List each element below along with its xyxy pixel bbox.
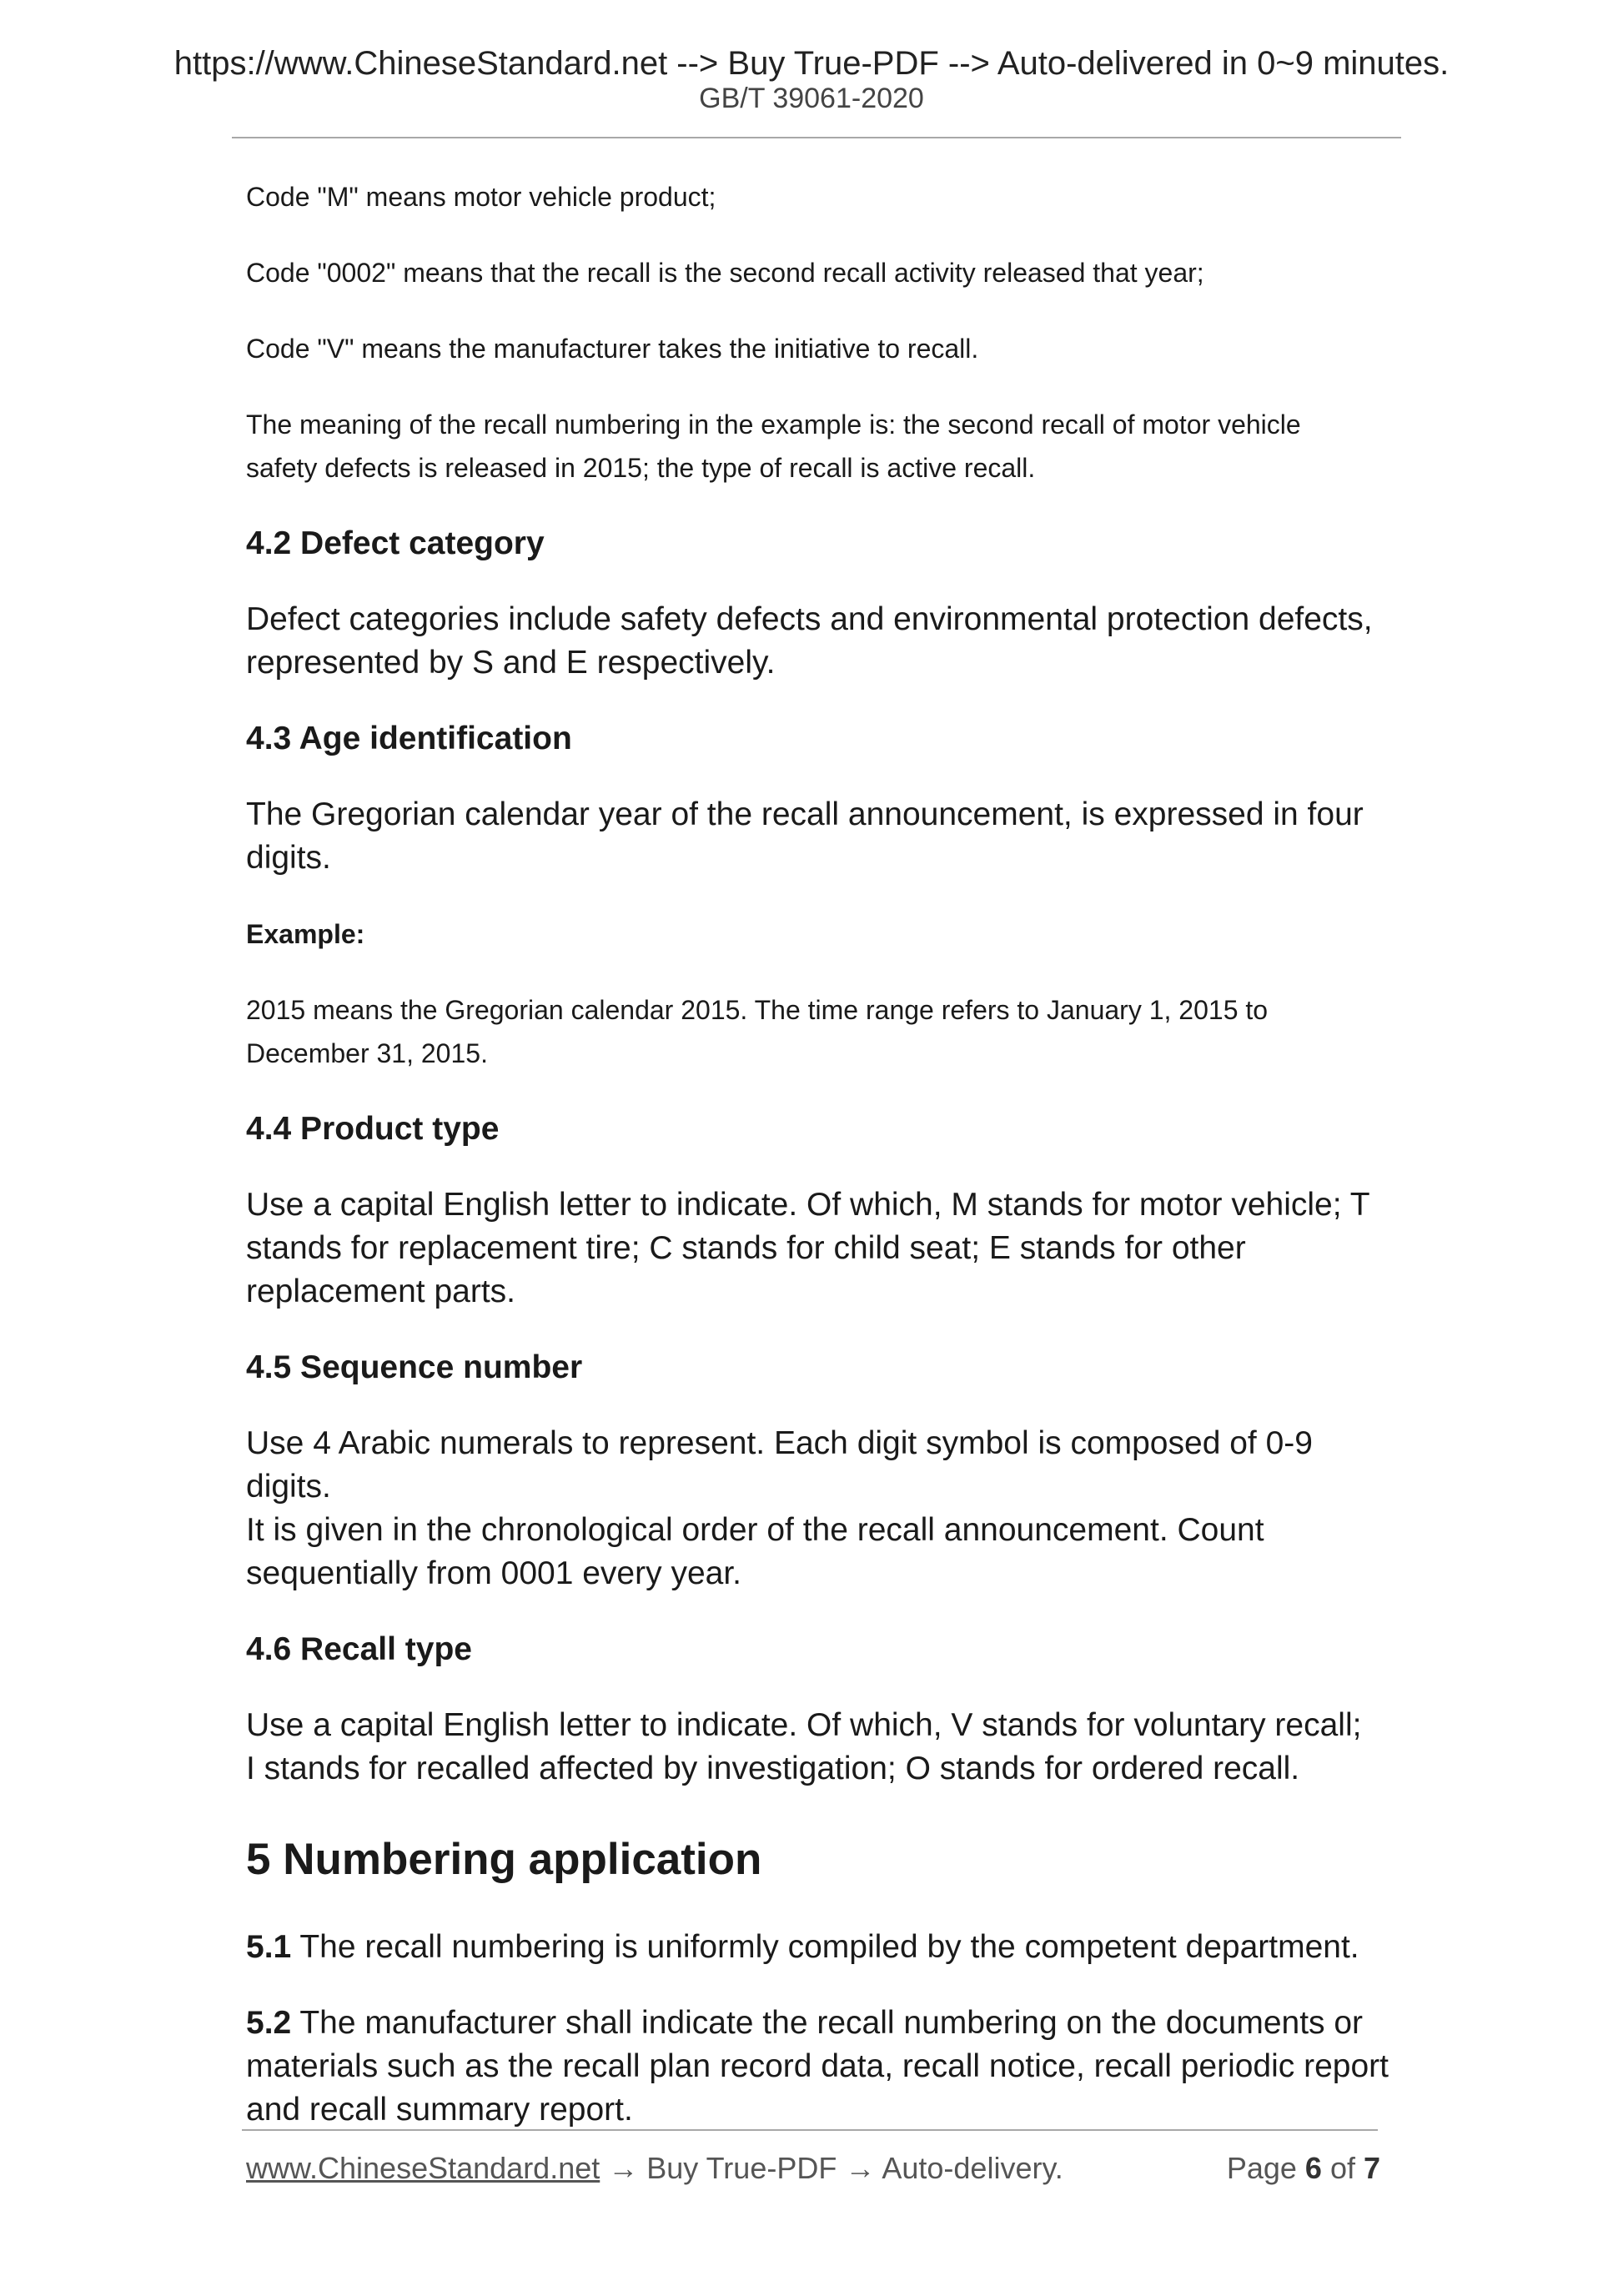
example-label: Example: <box>246 919 365 949</box>
header-banner: https://www.ChineseStandard.net --> Buy True-PDF --> Auto-delivered in 0~9 minutes. <box>173 45 1450 82</box>
header-divider <box>232 137 1401 138</box>
delivery-text: Auto-delivery. <box>882 2151 1063 2185</box>
paragraph-line: I stands for recalled affected by investigation; O stands for ordered recall. <box>246 1751 1300 1786</box>
meaning-line: The meaning of the recall numbering in the example is: the second recall of motor vehicle <box>246 409 1301 440</box>
page-total: 7 <box>1363 2151 1380 2185</box>
section-4-2-paragraph <box>246 598 1389 685</box>
meaning-line: safety defects is released in 2015; the type of recall is active recall. <box>246 453 1036 483</box>
site-link[interactable]: www.ChineseStandard.net <box>246 2151 600 2185</box>
section-4-4-paragraph <box>246 1183 1389 1314</box>
section-5-heading: 5 Numbering application <box>246 1835 762 1884</box>
paragraph-line: and recall summary report. <box>246 2092 633 2128</box>
clause-number: 5.2 <box>246 2005 292 2041</box>
paragraph-line: digits. <box>246 840 331 876</box>
section-4-6-heading: 4.6 Recall type <box>246 1631 472 1667</box>
code-0002-paragraph: Code "0002" means that the recall is the second recall activity released that year; <box>246 258 1204 288</box>
section-4-3-heading: 4.3 Age identification <box>246 721 572 756</box>
section-4-2-heading: 4.2 Defect category <box>246 525 545 561</box>
paragraph-line: Defect categories include safety defects and environmental protection defects, <box>246 601 1373 637</box>
paragraph-line: Use 4 Arabic numerals to represent. Each digit symbol is composed of 0-9 digits. <box>246 1425 1313 1505</box>
paragraph-line: Use a capital English letter to indicate. Of which, M stands for motor vehicle; T <box>246 1187 1370 1223</box>
paragraph-line: replacement parts. <box>246 1274 515 1309</box>
paragraph-line: stands for replacement tire; C stands for child seat; E stands for other <box>246 1230 1246 1266</box>
paragraph-line: It is given in the chronological order of the recall announcement. Count <box>246 1512 1264 1548</box>
arrow-right-icon: → <box>600 2151 647 2185</box>
clause-5-1 <box>246 1926 1389 1969</box>
clause-text: The manufacturer shall indicate the recall numbering on the documents or <box>291 2005 1364 2041</box>
footer-divider <box>242 2129 1378 2131</box>
footer-promo <box>246 2147 1063 2190</box>
paragraph-line: represented by S and E respectively. <box>246 645 776 681</box>
standard-code: GB/T 39061-2020 <box>699 83 924 114</box>
document-body <box>246 175 1389 2132</box>
page-label: Page <box>1226 2151 1305 2185</box>
paragraph-line: sequentially from 0001 every year. <box>246 1555 741 1591</box>
paragraph-line <box>246 2002 1389 2045</box>
section-4-4-heading: 4.4 Product type <box>246 1111 500 1147</box>
page-footer <box>246 2147 1380 2190</box>
paragraph-line: materials such as the recall plan record data, recall notice, recall periodic report <box>246 2048 1389 2084</box>
example-paragraph <box>246 988 1389 1075</box>
arrow-right-icon: → <box>837 2151 882 2185</box>
section-4-6-paragraph <box>246 1704 1389 1791</box>
code-m-paragraph: Code "M" means motor vehicle product; <box>246 182 716 212</box>
code-v-paragraph: Code "V" means the manufacturer takes the initiative to recall. <box>246 334 979 364</box>
page-of: of <box>1321 2151 1364 2185</box>
meaning-paragraph <box>246 403 1389 490</box>
section-4-5-paragraph <box>246 1422 1389 1595</box>
clause-number: 5.1 <box>246 1929 292 1965</box>
section-4-3-paragraph <box>246 793 1389 880</box>
clause-5-2 <box>246 2002 1389 2132</box>
page-current: 6 <box>1304 2151 1322 2185</box>
section-4-5-heading: 4.5 Sequence number <box>246 1349 583 1385</box>
page-number <box>1227 2147 1380 2190</box>
buy-text: Buy True-PDF <box>646 2151 837 2185</box>
paragraph-line: The Gregorian calendar year of the recall announcement, is expressed in four <box>246 796 1364 832</box>
clause-text: The recall numbering is uniformly compiled by the competent department. <box>291 1929 1359 1965</box>
paragraph-line: 2015 means the Gregorian calendar 2015. The time range refers to January 1, 2015 to <box>246 995 1269 1025</box>
paragraph-line: Use a capital English letter to indicate. Of which, V stands for voluntary recall; <box>246 1707 1362 1743</box>
paragraph-line: December 31, 2015. <box>246 1038 488 1068</box>
